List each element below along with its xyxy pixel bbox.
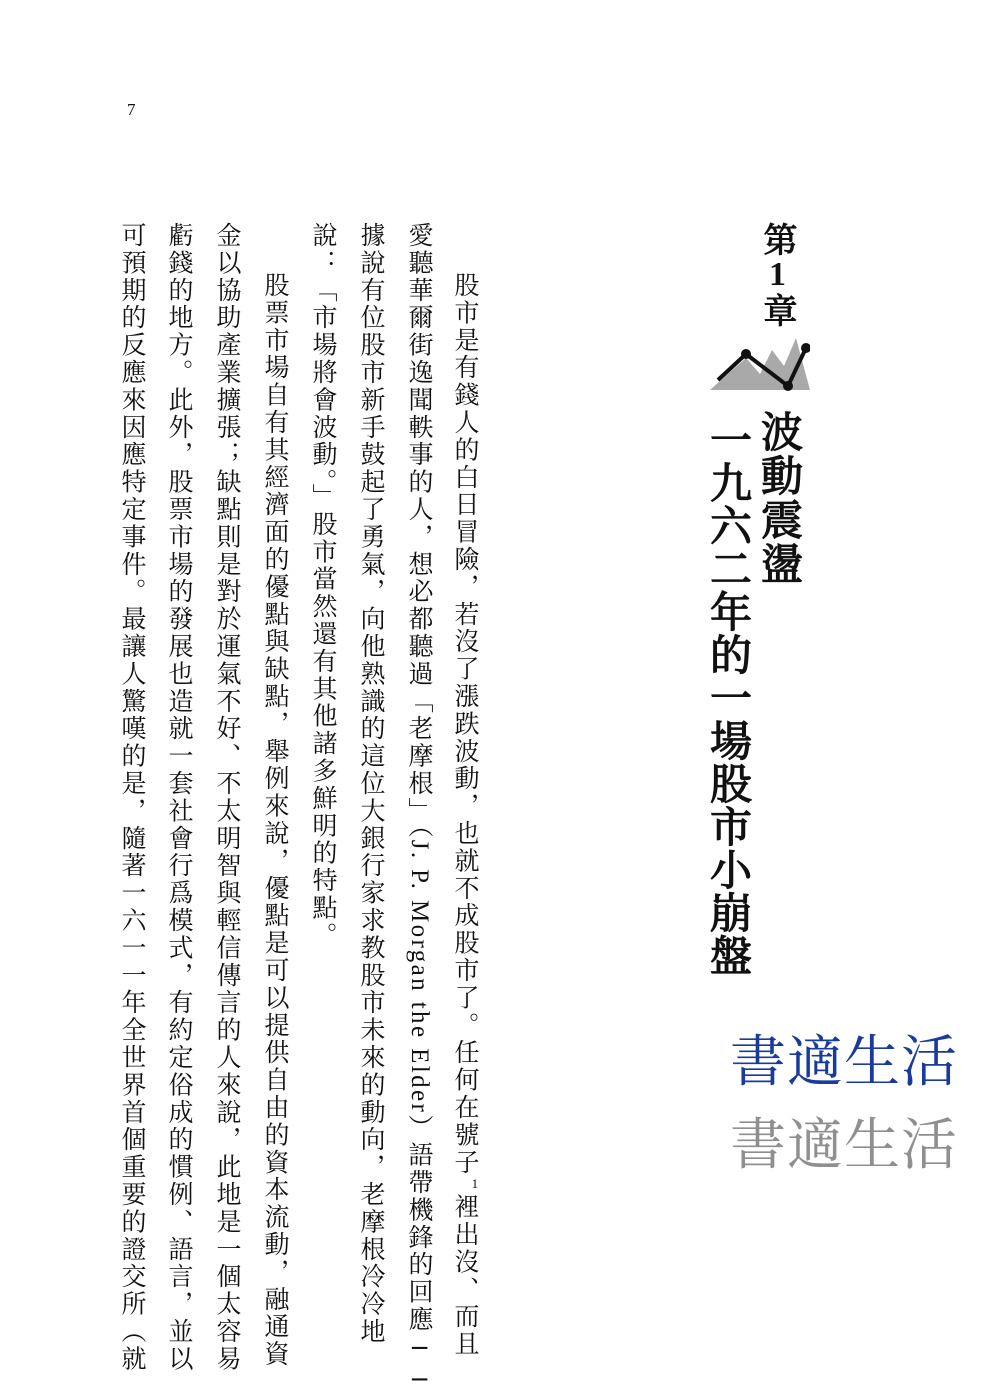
body-line-2-text-b: ）語帶機鋒的回應──: [405, 1114, 434, 1396]
body-line-2-name: J. P. Morgan the Elder: [406, 839, 433, 1115]
body-line-6: 金以協助產業擴張；缺點則是對於運氣不好、不太明智與輕信傳言的人來說，此地是一個太容易: [213, 222, 242, 1373]
body-line-1-text: 股市是有錢人的白日冒險，若沒了漲跌波動，也就不成股市了。任何在號子: [451, 272, 480, 1177]
page-number: 7: [127, 100, 136, 119]
chapter-label: [757, 222, 797, 327]
body-line-2-text-a: 愛聽華爾街逸聞軼事的人，想必都聽過「老摩根」（: [405, 222, 434, 840]
line-chart-mountain-icon: [710, 330, 810, 392]
chapter-title: 波動震盪: [755, 410, 804, 586]
body-line-1: [453, 272, 481, 1358]
body-line-4: 說：「市場將會波動。」股市當然還有其他諸多鮮明的特點。: [309, 222, 338, 950]
chapter-subtitle: 一九六二年的一場股市小崩盤: [704, 418, 753, 977]
body-line-2: [407, 222, 432, 1396]
body-line-3: 據說有位股市新手鼓起了勇氣，向他熟識的這位大銀行家求教股市未來的動向，老摩根冷冷地: [357, 222, 386, 1346]
watermark-line-2: 書適生活: [730, 1113, 958, 1178]
body-line-1-end: 裡出沒、而且: [451, 1193, 480, 1359]
body-line-5: 股票市場自有其經濟面的優點與缺點，舉例來說，優點是可以提供自由的資本流動，融通資: [261, 272, 290, 1368]
chapter-suffix: 章: [757, 293, 797, 327]
chapter-number: 1: [759, 256, 796, 293]
watermark-line-1: 書適生活: [730, 1030, 958, 1095]
footnote-marker: 1: [467, 1176, 483, 1194]
body-line-8: 可預期的反應來因應特定事件。最讓人驚嘆的是，隨著一六一一年全世界首個重要的證交所（就: [118, 222, 147, 1373]
body-line-7: 虧錢的地方。此外，股票市場的發展也造就一套社會行爲模式，有約定俗成的慣例、語言，並以: [165, 222, 194, 1373]
chapter-prefix: 第: [757, 222, 797, 256]
